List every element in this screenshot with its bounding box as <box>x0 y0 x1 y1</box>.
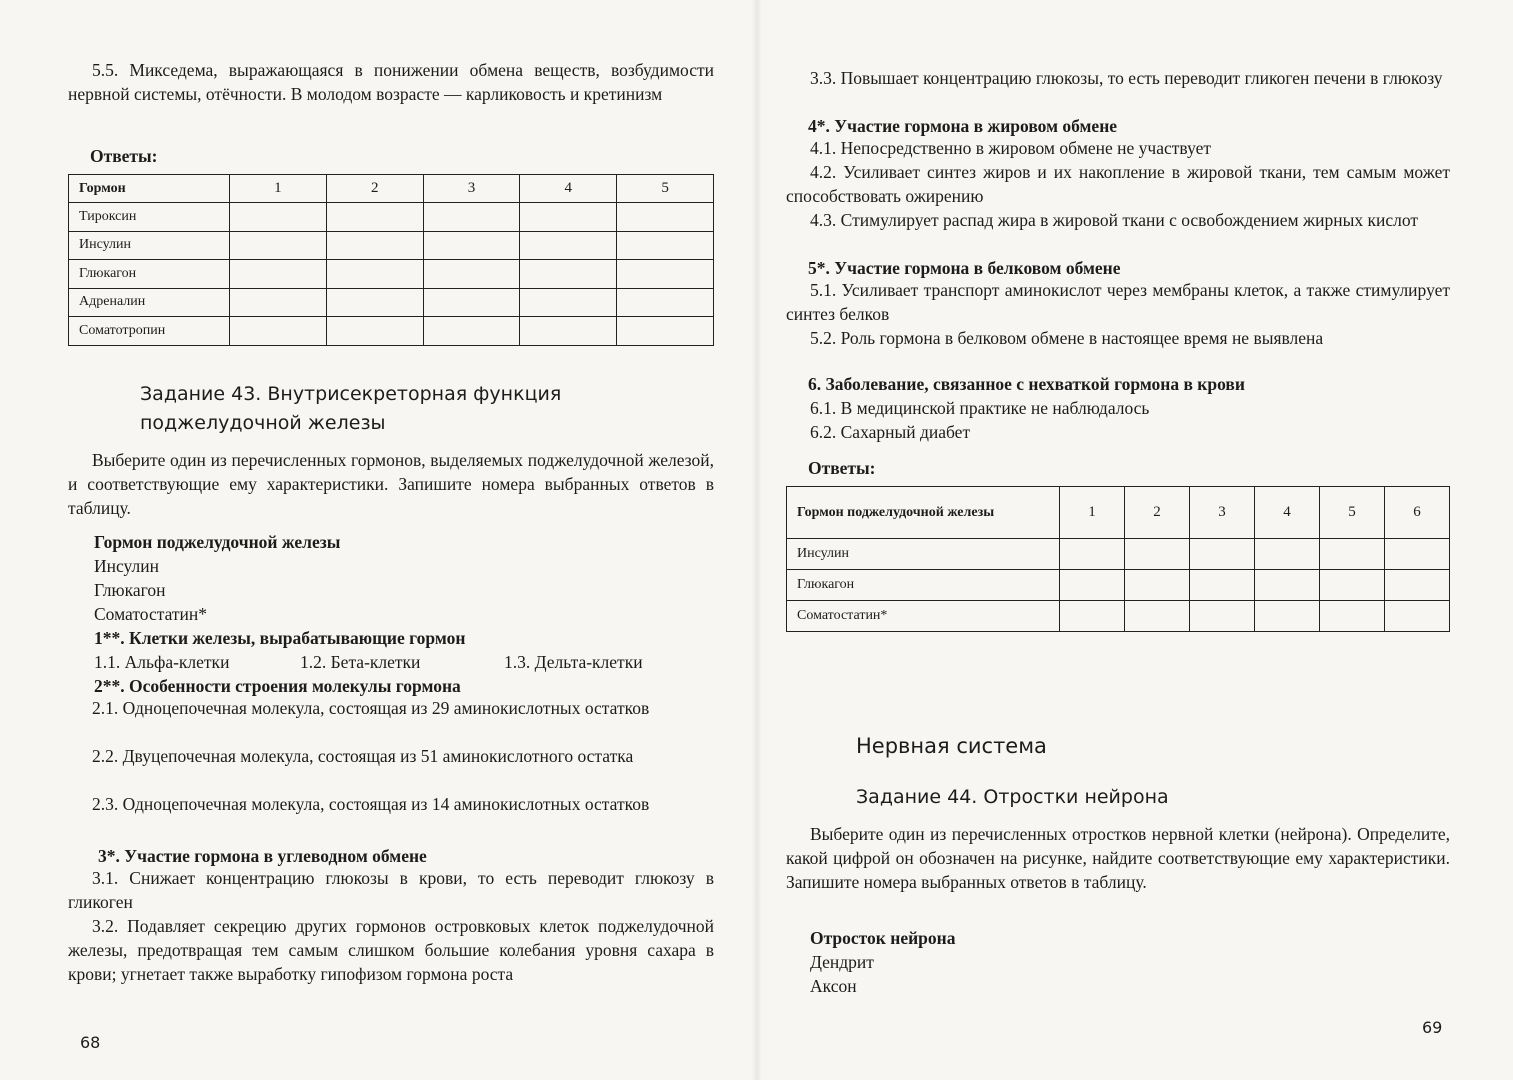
hormone-option: Инсулин <box>94 556 159 576</box>
answer-cell[interactable] <box>520 288 617 317</box>
answer-cell[interactable] <box>1385 570 1450 601</box>
table-row-label: Соматостатин* <box>787 601 1060 632</box>
answer-cell[interactable] <box>230 231 327 260</box>
table-row-label: Инсулин <box>787 539 1060 570</box>
answer-cell[interactable] <box>1255 570 1320 601</box>
paragraph-5-5: 5.5. Микседема, выражающаяся в понижении обмена веществ, возбудимости нервной системы, отёчности. В молодом возрасте — карликовость и кретинизм <box>68 60 714 104</box>
answer-cell[interactable] <box>1320 570 1385 601</box>
question-3-option: 3.1. Снижает концентрацию глюкозы в крови, то есть переводит глюкозу в гликоген <box>68 868 714 912</box>
table-header-number: 1 <box>1060 487 1125 539</box>
table-header-number: 3 <box>423 175 520 203</box>
table-row <box>787 539 1450 570</box>
table-header-number: 4 <box>1255 487 1320 539</box>
answer-cell[interactable] <box>423 288 520 317</box>
question-5-option: 5.2. Роль гормона в белковом обмене в настоящее время не выявлена <box>810 328 1324 348</box>
question-2-option: 2.3. Одноцепочечная молекула, состоящая из 14 аминокислотных остатков <box>92 794 650 814</box>
question-4-option: 4.3. Стимулирует распад жира в жировой ткани с освобождением жирных кислот <box>810 210 1418 230</box>
table-header-number: 2 <box>326 175 423 203</box>
answer-cell[interactable] <box>1190 539 1255 570</box>
table-row <box>787 570 1450 601</box>
answer-cell[interactable] <box>520 231 617 260</box>
hormone-option: Соматостатин* <box>94 604 208 624</box>
answer-cell[interactable] <box>520 203 617 232</box>
answer-cell[interactable] <box>423 260 520 289</box>
page-number: 68 <box>80 1033 101 1052</box>
task-44-title: Задание 44. Отростки нейрона <box>856 786 1169 808</box>
table-header-number: 2 <box>1125 487 1190 539</box>
table-header-number: 4 <box>520 175 617 203</box>
question-6-option: 6.1. В медицинской практике не наблюдалось <box>810 398 1150 418</box>
answer-cell[interactable] <box>617 288 714 317</box>
answer-cell[interactable] <box>617 231 714 260</box>
table-row <box>69 317 714 346</box>
question-1-heading: 1**. Клетки железы, вырабатывающие гормон <box>94 628 466 648</box>
question-5-option: 5.1. Усиливает транспорт аминокислот через мембраны клеток, а также стимулирует синтез белков <box>786 280 1450 324</box>
table-row <box>69 203 714 232</box>
process-option: Аксон <box>810 976 857 996</box>
question-4-heading: 4*. Участие гормона в жировом обмене <box>808 116 1118 136</box>
table-header-number: 1 <box>230 175 327 203</box>
answer-cell[interactable] <box>1060 570 1125 601</box>
table-row-label: Глюкагон <box>787 570 1060 601</box>
answer-cell[interactable] <box>326 260 423 289</box>
answer-cell[interactable] <box>617 203 714 232</box>
answers-table-pancreas <box>786 486 1450 632</box>
answer-cell[interactable] <box>230 260 327 289</box>
table-row-label: Соматотропин <box>69 317 230 346</box>
section-title: Нервная система <box>856 734 1047 758</box>
answer-cell[interactable] <box>1125 601 1190 632</box>
table-header-number: 5 <box>1320 487 1385 539</box>
answer-cell[interactable] <box>1320 601 1385 632</box>
answer-cell[interactable] <box>1060 539 1125 570</box>
question-3-option: 3.2. Подавляет секрецию других гормонов островковых клеток поджелудочной железы, предотвращая тем самым слишком большие колебания уровня сахара в крови; угнетает также выработку гипофизом гормона роста <box>68 916 714 984</box>
page-left <box>0 0 756 1080</box>
table-row <box>69 231 714 260</box>
question-1-option: 1.2. Бета-клетки <box>300 652 421 672</box>
answer-cell[interactable] <box>1320 539 1385 570</box>
answer-cell[interactable] <box>326 231 423 260</box>
answer-cell[interactable] <box>1190 570 1255 601</box>
answers-label: Ответы: <box>808 458 876 478</box>
question-1-option: 1.1. Альфа-клетки <box>94 652 230 672</box>
process-heading: Отросток нейрона <box>810 928 956 948</box>
task-43-title-line1: Задание 43. Внутрисекреторная функция <box>140 383 562 405</box>
question-4-option: 4.1. Непосредственно в жировом обмене не участвует <box>810 138 1212 158</box>
answer-cell[interactable] <box>326 203 423 232</box>
question-4-option: 4.2. Усиливает синтез жиров и их накопление в жировой ткани, тем самым может способствовать ожирению <box>786 162 1450 206</box>
answers-table-hormones <box>68 174 714 346</box>
table-row <box>69 288 714 317</box>
answer-cell[interactable] <box>520 317 617 346</box>
table-row <box>69 260 714 289</box>
question-3-heading: 3*. Участие гормона в углеводном обмене <box>98 846 427 866</box>
question-6-option: 6.2. Сахарный диабет <box>810 422 971 442</box>
question-1-option: 1.3. Дельта-клетки <box>504 652 643 672</box>
table-header-label: Гормон <box>69 175 230 203</box>
table-header-number: 5 <box>617 175 714 203</box>
answer-cell[interactable] <box>423 231 520 260</box>
question-5-heading: 5*. Участие гормона в белковом обмене <box>808 258 1121 278</box>
table-header-number: 3 <box>1190 487 1255 539</box>
answer-cell[interactable] <box>423 317 520 346</box>
answer-cell[interactable] <box>1060 601 1125 632</box>
answer-cell[interactable] <box>617 260 714 289</box>
hormone-heading: Гормон поджелудочной железы <box>94 532 341 552</box>
answer-cell[interactable] <box>617 317 714 346</box>
table-row-label: Адреналин <box>69 288 230 317</box>
answer-cell[interactable] <box>230 288 327 317</box>
table-header-number: 6 <box>1385 487 1450 539</box>
task-44-intro: Выберите один из перечисленных отростков нервной клетки (нейрона). Определите, какой цифрой он обозначен на рисунке, найдите соответствующие ему характеристики. Запишите номера выбранных ответов в таблицу. <box>786 824 1450 892</box>
question-2-option: 2.2. Двуцепочечная молекула, состоящая из 51 аминокислотного остатка <box>92 746 634 766</box>
answer-cell[interactable] <box>423 203 520 232</box>
answer-cell[interactable] <box>1190 601 1255 632</box>
answer-cell[interactable] <box>230 203 327 232</box>
answer-cell[interactable] <box>1125 539 1190 570</box>
table-row-label: Тироксин <box>69 203 230 232</box>
answer-cell[interactable] <box>1125 570 1190 601</box>
answer-cell[interactable] <box>1255 539 1320 570</box>
table-row-label: Глюкагон <box>69 260 230 289</box>
question-2-option: 2.1. Одноцепочечная молекула, состоящая из 29 аминокислотных остатков <box>92 698 650 718</box>
task-43-intro: Выберите один из перечисленных гормонов, выделяемых поджелудочной железой, и соответствующие ему характеристики. Запишите номера выбранных ответов в таблицу. <box>68 450 714 518</box>
process-option: Дендрит <box>810 952 874 972</box>
answer-cell[interactable] <box>1385 601 1450 632</box>
table-header-row <box>787 487 1450 539</box>
answers-label: Ответы: <box>90 146 158 166</box>
answer-cell[interactable] <box>520 260 617 289</box>
question-2-heading: 2**. Особенности строения молекулы гормона <box>94 676 461 696</box>
table-header-label: Гормон поджелудочной железы <box>787 487 1060 539</box>
page-right <box>756 0 1513 1080</box>
answer-cell[interactable] <box>1385 539 1450 570</box>
question-3-option: 3.3. Повышает концентрацию глюкозы, то есть переводит гликоген печени в глюкозу <box>810 68 1443 88</box>
answer-cell[interactable] <box>326 288 423 317</box>
hormone-option: Глюкагон <box>94 580 166 600</box>
table-row <box>787 601 1450 632</box>
answer-cell[interactable] <box>230 317 327 346</box>
table-row-label: Инсулин <box>69 231 230 260</box>
question-6-heading: 6. Заболевание, связанное с нехваткой гормона в крови <box>808 374 1245 394</box>
answer-cell[interactable] <box>1255 601 1320 632</box>
table-header-row <box>69 175 714 203</box>
page-number: 69 <box>1422 1018 1443 1037</box>
answer-cell[interactable] <box>326 317 423 346</box>
task-43-title-line2: поджелудочной железы <box>140 412 386 434</box>
